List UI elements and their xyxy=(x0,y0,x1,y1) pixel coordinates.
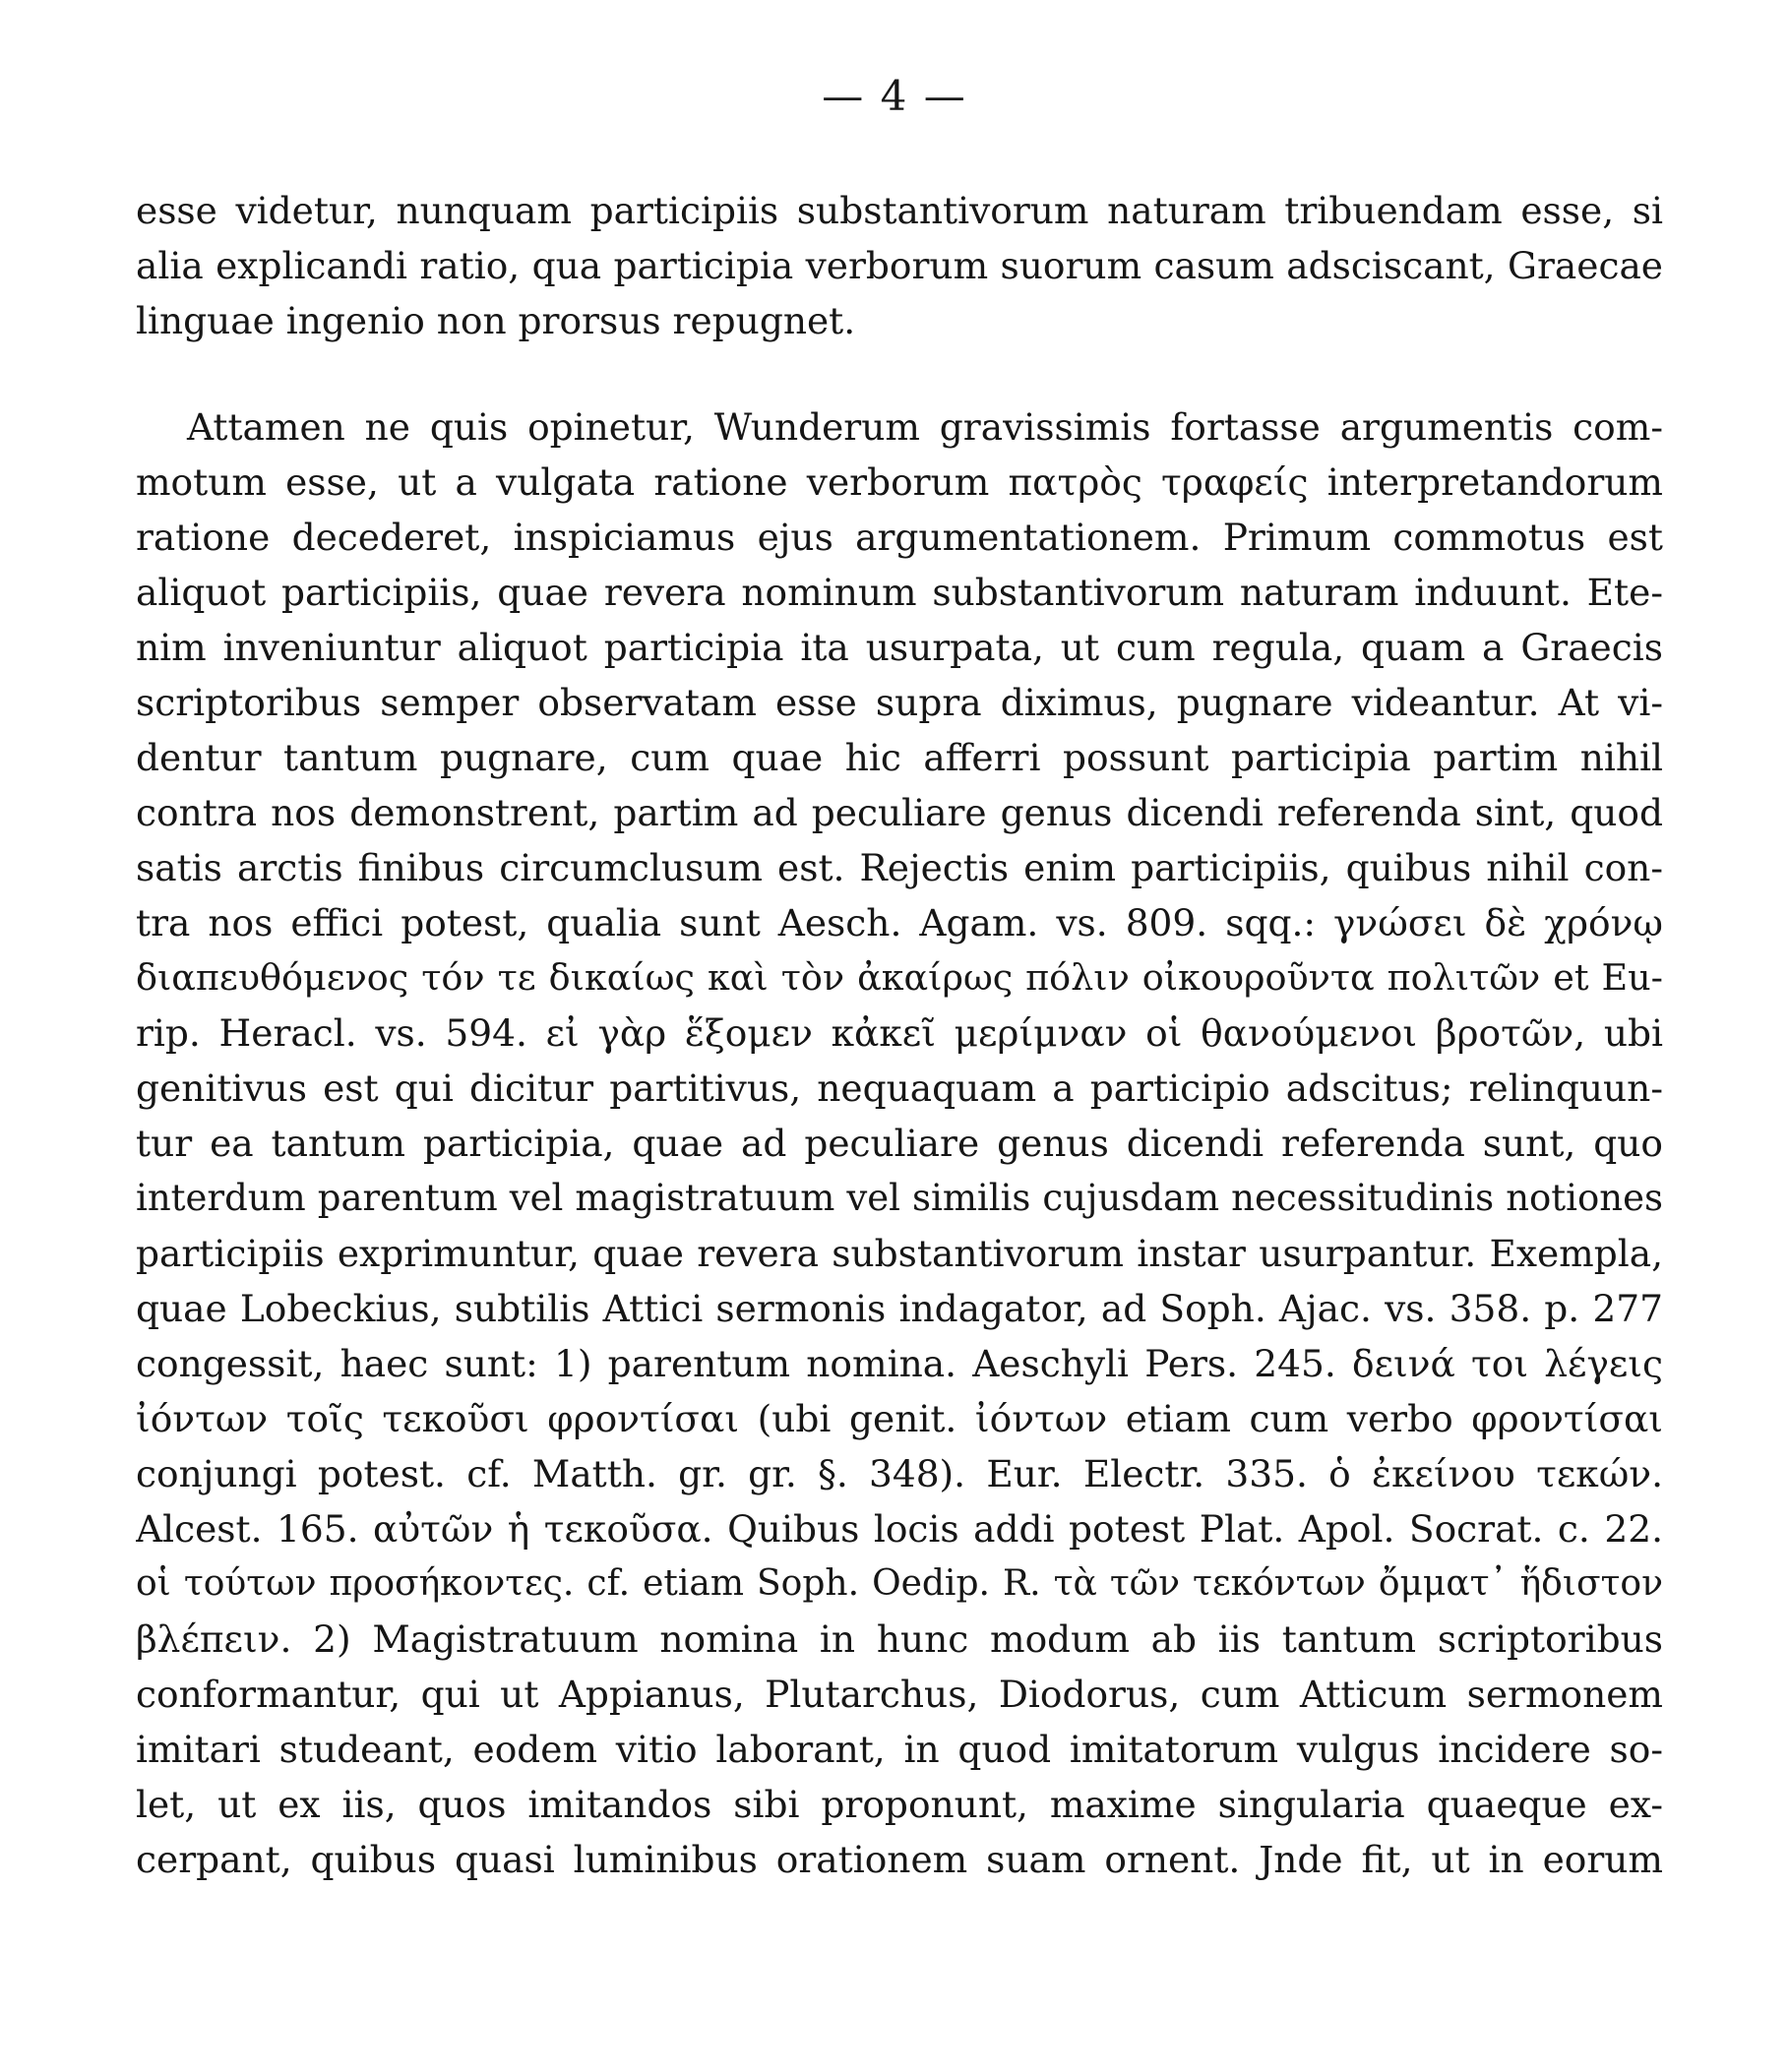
text-line: imitari studeant, eodem vitio laborant, in quod imitatorum vulgus incidere so- xyxy=(136,1728,1663,1771)
text-line: quae Lobeckius, subtilis Attici sermonis indagator, ad Soph. Ajac. vs. 358. p. 277 xyxy=(136,1287,1663,1330)
body-text xyxy=(136,183,1663,1887)
text-line: participiis exprimuntur, quae revera substantivorum instar usurpantur. Exempla, xyxy=(136,1232,1663,1275)
text-line: διαπευθόμενος τόν τε δικαίως καὶ τὸν ἀκαίρως πόλιν οἰκουροῦντα πολιτῶν et Eu- xyxy=(136,956,1663,999)
text-line: nim inveniuntur aliquot participia ita usurpata, ut cum regula, quam a Graecis xyxy=(136,626,1663,669)
text-line: motum esse, ut a vulgata ratione verborum πατρὸς τραφείς interpretandorum xyxy=(136,460,1663,504)
paragraph-2 xyxy=(136,399,1663,1887)
text-line: tur ea tantum participia, quae ad peculiare genus dicendi referenda sunt, quo xyxy=(136,1122,1663,1165)
text-line: οἱ τούτων προσήκοντες. cf. etiam Soph. Oedip. R. τὰ τῶν τεκόντων ὄμματ᾽ ἥδιστον xyxy=(136,1563,1663,1604)
text-line: genitivus est qui dicitur partitivus, nequaquam a participio adscitus; relinquun- xyxy=(136,1066,1663,1110)
paragraph-spacer xyxy=(136,348,1663,399)
text-line: conjungi potest. cf. Matth. gr. gr. §. 348). Eur. Electr. 335. ὁ ἐκείνου τεκών. xyxy=(136,1452,1663,1495)
text-line: ἰόντων τοῖς τεκοῦσι φροντίσαι (ubi genit. ἰόντων etiam cum verbo φροντίσαι xyxy=(136,1397,1663,1440)
text-line: scriptoribus semper observatam esse supra diximus, pugnare videantur. At vi- xyxy=(136,681,1663,724)
text-line: cerpant, quibus quasi luminibus orationem suam ornent. Jnde fit, ut in eorum xyxy=(136,1838,1663,1881)
text-line: ratione decederet, inspiciamus ejus argumentationem. Primum commotus est xyxy=(136,516,1663,559)
text-line: linguae ingenio non prorsus repugnet. xyxy=(136,299,856,342)
text-line: βλέπειν. 2) Magistratuum nomina in hunc modum ab iis tantum scriptoribus xyxy=(136,1617,1663,1661)
text-line: tra nos effici potest, qualia sunt Aesch. Agam. vs. 809. sqq.: γνώσει δὲ χρόνῳ xyxy=(136,901,1663,945)
text-line: let, ut ex iis, quos imitandos sibi proponunt, maxime singularia quaeque ex- xyxy=(136,1783,1663,1826)
text-line: rip. Heracl. vs. 594. εἰ γὰρ ἕξομεν κἀκεῖ μερίμναν οἱ θανούμενοι βροτῶν, ubi xyxy=(136,1011,1663,1055)
text-line: congessit, haec sunt: 1) parentum nomina. Aeschyli Pers. 245. δεινά τοι λέγεις xyxy=(136,1342,1663,1385)
text-line: alia explicandi ratio, qua participia verborum suorum casum adsciscant, Graecae xyxy=(136,244,1663,287)
text-line: dentur tantum pugnare, cum quae hic afferri possunt participia partim nihil xyxy=(136,736,1663,779)
page-number: — 4 — xyxy=(822,72,967,120)
text-line: conformantur, qui ut Appianus, Plutarchus, Diodorus, cum Atticum sermonem xyxy=(136,1673,1663,1716)
text-line: interdum parentum vel magistratuum vel similis cujusdam necessitudinis notiones xyxy=(136,1177,1663,1219)
text-line: Attamen ne quis opinetur, Wunderum gravissimis fortasse argumentis com- xyxy=(187,405,1663,449)
text-line: satis arctis finibus circumclusum est. Rejectis enim participiis, quibus nihil con- xyxy=(136,846,1663,889)
text-line: contra nos demonstrent, partim ad peculiare genus dicendi referenda sint, quod xyxy=(136,791,1663,834)
text-line: aliquot participiis, quae revera nominum substantivorum naturam induunt. Ete- xyxy=(136,571,1663,614)
text-line: Alcest. 165. αὐτῶν ἡ τεκοῦσα. Quibus locis addi potest Plat. Apol. Socrat. c. 22. xyxy=(136,1507,1663,1551)
paragraph-1 xyxy=(136,183,1663,348)
text-line: esse videtur, nunquam participiis substantivorum naturam tribuendam esse, si xyxy=(136,189,1663,232)
